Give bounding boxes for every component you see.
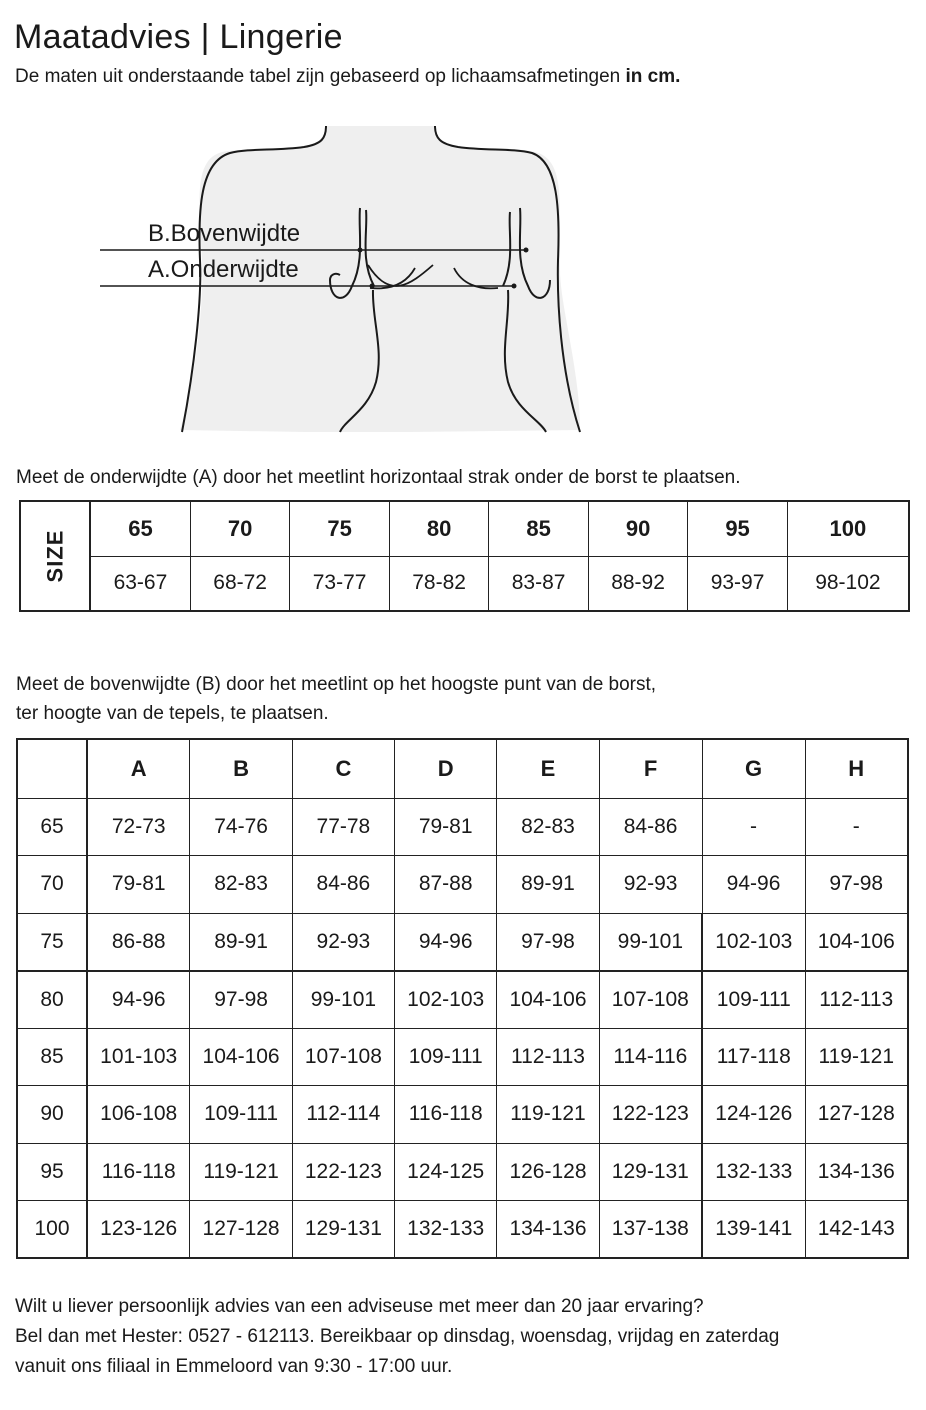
table-cell: 92-93 <box>599 856 702 914</box>
cup-header: H <box>805 739 908 798</box>
size-header: 85 <box>489 501 588 556</box>
table-row <box>17 1143 908 1201</box>
underbust-range: 78-82 <box>389 556 488 611</box>
table-cell: 139-141 <box>702 1201 805 1259</box>
table-cell: 102-103 <box>395 971 497 1029</box>
table-cell: 104-106 <box>805 913 908 971</box>
row-size: 80 <box>17 971 87 1029</box>
table-cell: 82-83 <box>497 798 599 856</box>
table-cell: 77-78 <box>292 798 394 856</box>
table-cell: 109-111 <box>190 1086 292 1144</box>
cup-header: D <box>395 739 497 798</box>
size-label: SIZE <box>42 529 67 583</box>
table-row <box>17 1201 908 1259</box>
table-cell: 127-128 <box>190 1201 292 1259</box>
underbust-range: 93-97 <box>688 556 787 611</box>
table-cell: 107-108 <box>599 971 702 1029</box>
table-cell: 94-96 <box>702 856 805 914</box>
table-cell: 92-93 <box>292 913 394 971</box>
table-cell: 142-143 <box>805 1201 908 1259</box>
size-header: 80 <box>389 501 488 556</box>
table-cell: 86-88 <box>87 913 190 971</box>
size-header: 95 <box>688 501 787 556</box>
underbust-range: 63-67 <box>90 556 190 611</box>
page-title: Maatadvies | Lingerie <box>14 18 343 56</box>
table-cell: 114-116 <box>599 1028 702 1086</box>
corner-cell <box>17 739 87 798</box>
row-size: 85 <box>17 1028 87 1086</box>
table-row <box>17 856 908 914</box>
cup-header: A <box>87 739 190 798</box>
row-size: 65 <box>17 798 87 856</box>
underbust-range: 68-72 <box>190 556 289 611</box>
footer-contact <box>15 1292 779 1382</box>
table-cell: 97-98 <box>190 971 292 1029</box>
table-cell: 104-106 <box>190 1028 292 1086</box>
underbust-range: 83-87 <box>489 556 588 611</box>
size-header: 100 <box>787 501 909 556</box>
table-cell: 97-98 <box>497 913 599 971</box>
table-row <box>17 1086 908 1144</box>
table-cell: 87-88 <box>395 856 497 914</box>
table-cell: 137-138 <box>599 1201 702 1259</box>
table-cell: 124-126 <box>702 1086 805 1144</box>
table-row <box>17 913 908 971</box>
bust-instruction-line2: ter hoogte van de tepels, te plaatsen. <box>16 703 329 724</box>
table-row <box>17 971 908 1029</box>
bust-table <box>16 738 909 1259</box>
table-cell: 72-73 <box>87 798 190 856</box>
footer-line2: Bel dan met Hester: 0527 - 612113. Bereikbaar op dinsdag, woensdag, vrijdag en zaterdag <box>15 1326 780 1347</box>
body-illustration <box>90 120 590 436</box>
underbust-table <box>19 500 910 612</box>
size-header: 75 <box>290 501 389 556</box>
table-cell: 112-113 <box>497 1028 599 1086</box>
table-cell: 117-118 <box>702 1028 805 1086</box>
table-cell: 119-121 <box>805 1028 908 1086</box>
table-cell: 79-81 <box>87 856 190 914</box>
label-bust: B.Bovenwijdte <box>148 220 301 247</box>
table-row <box>17 1028 908 1086</box>
table-cell: 112-113 <box>805 971 908 1029</box>
table-cell: 101-103 <box>87 1028 190 1086</box>
table-cell: 119-121 <box>190 1143 292 1201</box>
row-size: 90 <box>17 1086 87 1144</box>
table-cell: 129-131 <box>292 1201 394 1259</box>
underbust-range: 98-102 <box>787 556 909 611</box>
size-label-cell <box>20 501 90 611</box>
table-cell: 116-118 <box>395 1086 497 1144</box>
label-underbust: A.Onderwijdte <box>148 256 299 283</box>
table-cell: 94-96 <box>395 913 497 971</box>
table-cell: 97-98 <box>805 856 908 914</box>
table-cell: 89-91 <box>190 913 292 971</box>
table-cell: 132-133 <box>395 1201 497 1259</box>
table-cell: 99-101 <box>599 913 702 971</box>
table-cell: 134-136 <box>497 1201 599 1259</box>
table-cell: 74-76 <box>190 798 292 856</box>
table-cell: 89-91 <box>497 856 599 914</box>
table-cell: 109-111 <box>395 1028 497 1086</box>
underbust-range: 88-92 <box>588 556 687 611</box>
page-subtitle <box>15 66 680 88</box>
table-cell: - <box>702 798 805 856</box>
size-header: 70 <box>190 501 289 556</box>
cup-header: F <box>599 739 702 798</box>
row-size: 95 <box>17 1143 87 1201</box>
table-cell: 127-128 <box>805 1086 908 1144</box>
table-cell: 107-108 <box>292 1028 394 1086</box>
bust-instruction <box>16 670 656 728</box>
table-cell: 109-111 <box>702 971 805 1029</box>
table-cell: 134-136 <box>805 1143 908 1201</box>
table-cell: 112-114 <box>292 1086 394 1144</box>
table-cell: 106-108 <box>87 1086 190 1144</box>
footer-line1: Wilt u liever persoonlijk advies van een adviseuse met meer dan 20 jaar ervaring? <box>15 1296 704 1317</box>
cup-header: B <box>190 739 292 798</box>
table-cell: 119-121 <box>497 1086 599 1144</box>
table-cell: 102-103 <box>702 913 805 971</box>
table-cell: 124-125 <box>395 1143 497 1201</box>
table-cell: 129-131 <box>599 1143 702 1201</box>
subtitle-unit: in cm. <box>625 66 681 87</box>
size-header: 90 <box>588 501 687 556</box>
table-row <box>17 798 908 856</box>
table-cell: 99-101 <box>292 971 394 1029</box>
table-cell: 79-81 <box>395 798 497 856</box>
cup-header: C <box>292 739 394 798</box>
footer-line3: vanuit ons filiaal in Emmeloord van 9:30 - 17:00 uur. <box>15 1356 453 1377</box>
table-cell: 132-133 <box>702 1143 805 1201</box>
row-size: 75 <box>17 913 87 971</box>
table-cell: 94-96 <box>87 971 190 1029</box>
table-cell: 123-126 <box>87 1201 190 1259</box>
table-cell: 84-86 <box>599 798 702 856</box>
row-size: 100 <box>17 1201 87 1259</box>
cup-header: E <box>497 739 599 798</box>
subtitle-text: De maten uit onderstaande tabel zijn gebaseerd op lichaamsafmetingen <box>15 66 626 87</box>
size-header: 65 <box>90 501 190 556</box>
cup-header: G <box>702 739 805 798</box>
table-cell: 104-106 <box>497 971 599 1029</box>
table-cell: 122-123 <box>599 1086 702 1144</box>
table-cell: 84-86 <box>292 856 394 914</box>
underbust-instruction: Meet de onderwijdte (A) door het meetlint horizontaal strak onder de borst te plaatsen. <box>16 467 741 488</box>
underbust-range: 73-77 <box>290 556 389 611</box>
table-cell: 126-128 <box>497 1143 599 1201</box>
table-cell: 116-118 <box>87 1143 190 1201</box>
table-cell: - <box>805 798 908 856</box>
row-size: 70 <box>17 856 87 914</box>
table-cell: 82-83 <box>190 856 292 914</box>
table-cell: 122-123 <box>292 1143 394 1201</box>
bust-instruction-line1: Meet de bovenwijdte (B) door het meetlint op het hoogste punt van de borst, <box>16 674 657 695</box>
